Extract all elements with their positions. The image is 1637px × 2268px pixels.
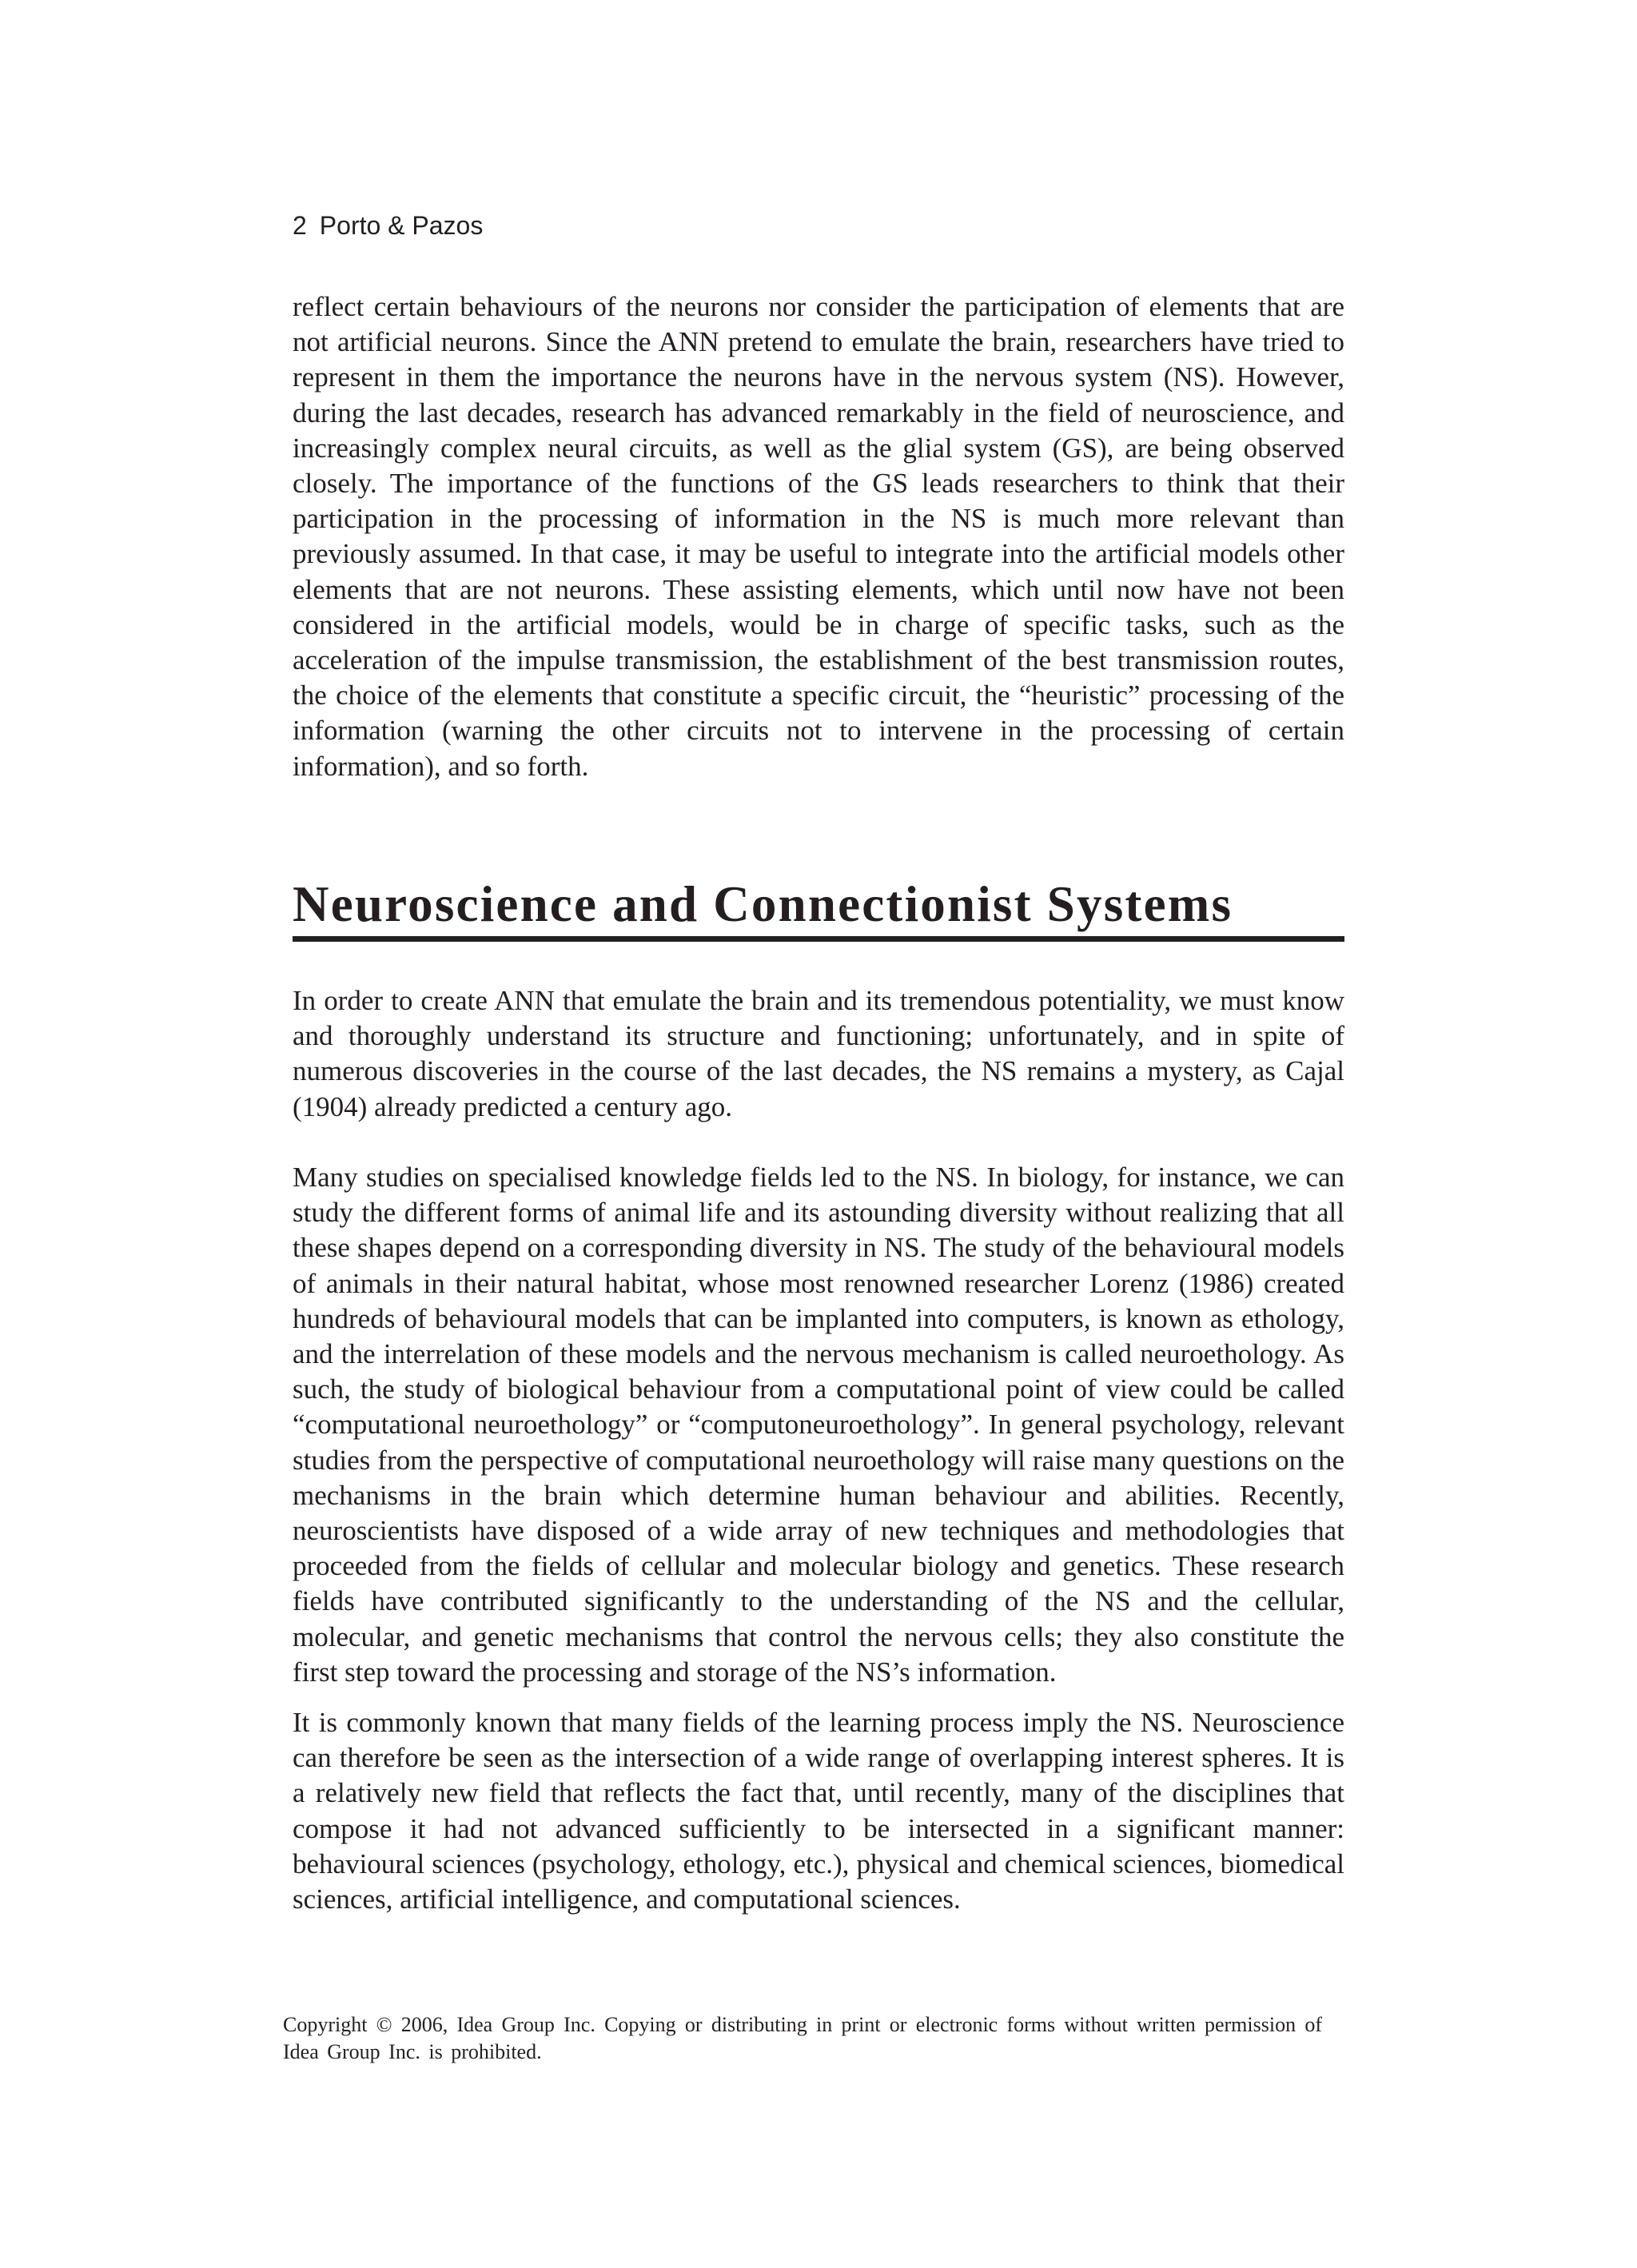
- intro-paragraph: reflect certain behaviours of the neurons nor consider the participation of elements that are not artificial neurons. Since the ANN pretend to emulate the brain, researchers have tried to represent in them the importance the neurons have in the nervous system (NS). However, during the last decades, research has advanced remarkably in the field of neuroscience, and increasingly complex neural circuits, as well as the glial system (GS), are being observed closely. The importance of the functions of the GS leads researchers to think that their participation in the processing of information in the NS is much more relevant than previously assumed. In that case, it may be useful to integrate into the artificial models other elements that are not neurons. These assisting elements, which until now have not been considered in the artificial models, would be in charge of specific tasks, such as the acceleration of the impulse transmission, the establishment of the best transmission routes, the choice of the elements that constitute a specific circuit, the “heuristic” processing of the information (warning the other circuits not to intervene in the processing of certain information), and so forth.: [293, 291, 1344, 782]
- section-paragraph-1: In order to create ANN that emulate the brain and its tremendous potentiality, we must know and thoroughly understand its structure and functioning; unfortunately, and in spite of numerous discoveries in the course of the last decades, the NS remains a mystery, as Cajal (1904) already predicted a century ago.: [293, 985, 1344, 1122]
- section-paragraph-3: It is commonly known that many fields of the learning process imply the NS. Neuroscience can therefore be seen as the intersection of a wide range of overlapping interest spheres. It is a relatively new field that reflects the fact that, until recently, many of the disciplines that compose it had not advanced sufficiently to be intersected in a significant manner: behavioural sciences (psychology, ethology, etc.), physical and chemical sciences, biomedical sciences, artificial intelligence, and computational sciences.: [293, 1707, 1344, 1915]
- header-authors: Porto & Pazos: [319, 211, 484, 240]
- running-header: [293, 209, 483, 241]
- page-number: 2: [293, 211, 307, 240]
- section-paragraph-2-block: [293, 1160, 1344, 1690]
- section-paragraph-2: Many studies on specialised knowledge fields led to the NS. In biology, for instance, we can study the different forms of animal life and its astounding diversity without realizing that all these shapes depend on a corresponding diversity in NS. The study of the behavioural models of animals in their natural habitat, whose most renowned researcher Lorenz (1986) created hundreds of behavioural models that can be implanted into computers, is known as ethology, and the interrelation of these models and the nervous mechanism is called neuroethology. As such, the study of biological behaviour from a computational point of view could be called “computational neuroethology” or “computoneuroethology”. In general psychology, relevant studies from the perspective of computational neuroethology will raise many questions on the mechanisms in the brain which determine human behaviour and abilities. Recently, neuroscientists have disposed of a wide array of new techniques and methodologies that proceeded from the fields of cellular and molecular biology and genetics. These research fields have contributed significantly to the understanding of the NS and the cellular, molecular, and genetic mechanisms that control the nervous cells; they also constitute the first step toward the processing and storage of the NS’s information.: [293, 1162, 1344, 1688]
- section-heading: Neuroscience and Connectionist Systems: [293, 876, 1233, 932]
- intro-paragraph-block: [293, 289, 1344, 784]
- copyright-notice: Copyright © 2006, Idea Group Inc. Copying or distributing in print or electronic forms without written permission of Idea Group Inc. is prohibited.: [283, 2013, 1322, 2063]
- section-paragraph-1-block: [293, 983, 1344, 1125]
- section-heading-rule: [293, 936, 1344, 942]
- section-paragraph-3-block: [293, 1705, 1344, 1917]
